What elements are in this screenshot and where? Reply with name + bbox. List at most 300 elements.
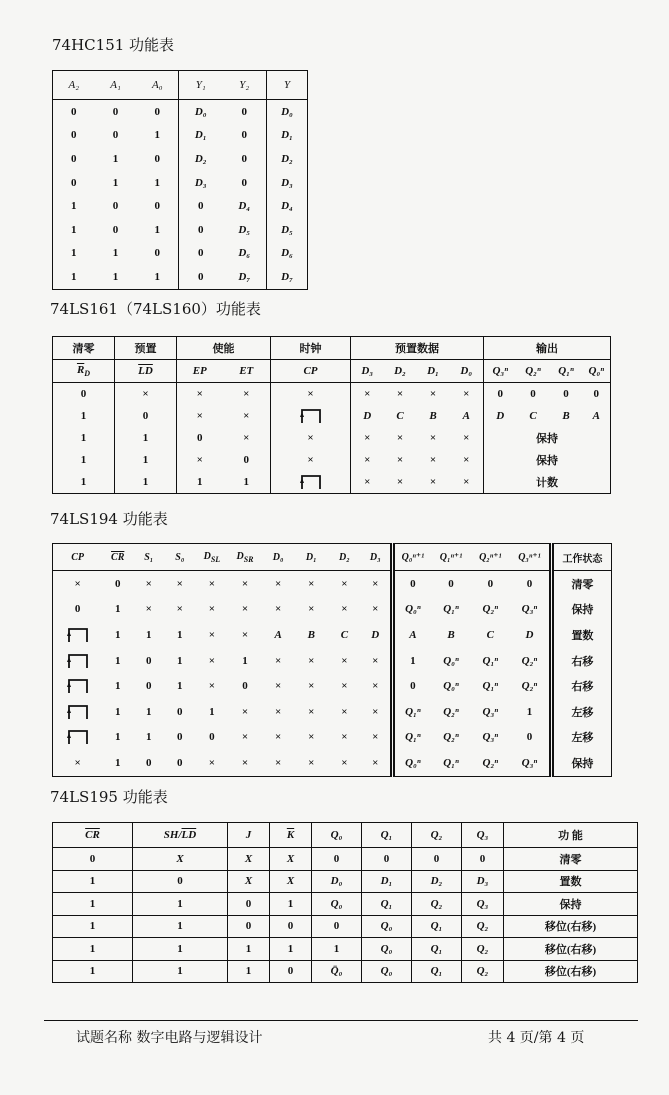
table-cell: 1 [154,129,160,142]
table-cell: D₁ [179,124,223,148]
table-cell: 1 [242,654,248,667]
table-cell: 0 [179,242,223,266]
table-cell: D₀ [267,100,308,124]
table-row [53,471,611,494]
table-cell: 0 [112,129,119,142]
table-cell: × [271,427,351,449]
table-row [53,938,638,961]
header-cell: Y₁ [179,71,223,100]
table-cell: Q₁ⁿ [482,680,499,693]
title-74ls195: 74LS195 功能表 [50,788,168,806]
table-cell: Q̄₀ [312,960,362,983]
header-cell: A₁ [95,71,137,100]
table-cell: 0 [71,105,77,118]
table-row [53,194,308,218]
table-cell: × [275,756,282,769]
table-cell: 0 [177,705,183,718]
header-cell: Q₃ⁿ [484,360,517,383]
table-cell: B [307,628,315,641]
table-cell: B [447,628,455,641]
table-cell: 1 [80,476,87,488]
table-cell: A [592,410,600,422]
table-row [53,427,611,449]
table-cell: 1 [177,628,183,641]
table-cell: 0 [71,129,77,142]
table-cell: 0 [177,731,183,744]
table-cell: × [275,680,282,693]
header-cell: $D_{SL}$ [195,544,228,571]
table-cell: × [351,471,384,494]
header-cell: CP [271,360,351,383]
table-cell: 0 [241,152,247,165]
header-cell: EP [177,360,223,383]
table-cell: 0 [526,731,533,744]
table-cell: Q₀ⁿ [392,750,431,776]
header-cell: $\overline{LD}$ [115,360,177,383]
table-cell: X [270,848,312,871]
table-cell: 1 [115,427,177,449]
table-cell: 0 [112,200,119,213]
table-cell: 1 [114,705,121,718]
header-cell: Q₀ⁿ⁺¹ [392,544,431,571]
table-cell: × [241,731,249,744]
table-cell: × [396,454,404,466]
header-cell: D₀ [450,360,484,383]
table-cell: 保持 [484,427,611,449]
table-cell: D₅ [238,223,251,236]
table-cell: D₁ [362,870,412,893]
table-cell: A [462,410,470,422]
footer-divider [44,1020,638,1021]
group-cell: 预置 [115,337,177,360]
table-row [53,405,611,427]
table-cell: Q₀ [362,938,412,961]
header-cell: Q₂ⁿ [517,360,550,383]
table-cell: × [351,449,384,471]
table-cell: D₄ [238,200,251,213]
table-cell: 1 [228,960,270,983]
table-cell: 0 [177,756,183,769]
table-cell: × [463,388,470,400]
table-cell: D₄ [267,194,308,218]
table-cell: × [241,756,249,769]
table-cell: × [275,577,282,590]
table-cell: × [308,577,315,590]
table-cell: 0 [312,915,362,938]
header-cell: Q₃ [462,823,504,848]
group-cell: 时钟 [271,337,351,360]
table-cell: 0 [312,848,362,871]
table-cell: 1 [53,893,133,916]
title-74ls194: 74LS194 功能表 [50,510,168,528]
table-cell: 0 [270,960,312,983]
header-cell: S₀ [164,544,195,571]
header-cell: $SH/\overline{LD}$ [133,823,228,848]
table-cell: D₀ [179,100,223,124]
header-cell: 功 能 [504,823,638,848]
table-cell: 1 [114,680,121,693]
table-row [53,622,612,648]
table-cell: 1 [53,938,133,961]
clock-rising-edge-icon [53,725,103,751]
header-cell: $\overline{K}$ [270,823,312,848]
table-cell: A [392,622,431,648]
table-cell: 右移 [551,648,611,674]
header-cell: D₁ [417,360,450,383]
table-cell: 0 [448,577,454,590]
table-cell: × [177,383,223,406]
table-cell: × [208,603,216,616]
table-cell: × [271,383,351,406]
table-cell: × [208,628,216,641]
table-cell: × [241,705,249,718]
table-cell: 0 [114,577,121,590]
table-cell: × [176,603,183,616]
clock-rising-edge-icon [53,699,103,725]
table-cell: D₃ [462,870,504,893]
table-cell: 0 [74,603,81,616]
table-cell: Q₂ⁿ [482,756,499,769]
table-cell: Q₃ⁿ [521,603,538,616]
table-cell: 1 [146,705,152,718]
table-cell: × [372,680,379,693]
table-cell: B [562,410,570,422]
table-cell: 1 [53,870,133,893]
table-cell: 1 [146,731,152,744]
header-cell: Q₀ⁿ [583,360,611,383]
table-cell: × [241,577,249,590]
table-cell: 1 [270,893,312,916]
table-cell: 1 [114,756,121,769]
clock-rising-edge-icon [271,405,351,427]
table-cell: 0 [487,577,494,590]
table-cell: 1 [228,938,270,961]
header-cell: $D_{SR}$ [228,544,261,571]
table-cell: 0 [179,194,223,218]
title-74hc151: 74HC151 功能表 [52,36,175,54]
table-cell: D₁ [267,124,308,148]
table-cell: Q₁ⁿ [392,725,431,751]
table-cell: 0 [242,680,248,693]
table-cell: 1 [526,705,533,718]
table-cell: X [228,870,270,893]
table-cell: 保持 [551,597,611,623]
table-row [53,571,612,597]
table-cell: × [241,628,249,641]
table-cell: × [243,410,250,422]
table-cell: × [372,654,379,667]
header-cell: Q₃ⁿ⁺¹ [510,544,551,571]
table-row [53,725,612,751]
table-cell: Q₂ [462,960,504,983]
table-cell: × [208,680,216,693]
table-cell: × [74,577,81,590]
table-cell: 1 [115,471,177,494]
header-cell: Y [267,71,308,100]
table-cell: Q₀ⁿ [443,654,459,667]
table-cell: × [429,476,437,488]
header-cell: Q₁ [362,823,412,848]
table-cell: X [270,870,312,893]
table-cell: × [341,654,348,667]
table-cell: Q₁ [412,915,462,938]
table-cell: × [208,654,216,667]
table-cell: C [340,628,349,641]
table-cell: Q₂ [462,938,504,961]
table-cell: 1 [53,960,133,983]
table-cell: × [208,756,216,769]
table-cell: 左移 [551,725,611,751]
table-cell: D₂ [267,147,308,171]
table-cell: D₂ [412,870,462,893]
table-cell: 1 [71,247,77,260]
table-cell: 0 [392,673,431,699]
table-cell: D₆ [267,242,308,266]
table-cell: × [243,388,250,400]
table-cell: × [372,705,379,718]
table-cell: × [275,705,282,718]
table-cell: 1 [209,705,215,718]
table-cell: × [308,680,315,693]
table-cell: Q₂ⁿ [482,603,499,616]
table-cell: 0 [154,247,160,260]
table-cell: 0 [241,176,247,189]
group-cell: 清零 [53,337,115,360]
table-cell: × [243,432,250,444]
table-cell: × [341,680,348,693]
header-cell: D₁ [295,544,328,571]
table-cell: × [145,603,152,616]
table-cell: 1 [133,915,228,938]
table-cell: 0 [177,427,223,449]
table-row [53,648,612,674]
table-cell: 0 [530,388,536,400]
table-header-row [53,71,308,100]
table-cell: × [308,756,315,769]
table-cell: 1 [71,200,77,213]
table-cell: × [115,383,177,406]
clock-rising-edge-icon [53,648,103,674]
table-cell: × [341,603,348,616]
table-cell: 0 [392,571,431,597]
table-cell: 置数 [504,870,638,893]
table-cell: Q₂ⁿ [443,731,459,744]
table-cell: 0 [133,870,228,893]
clock-rising-edge-icon [53,622,103,648]
table-cell: × [341,577,348,590]
group-cell: 预置数据 [351,337,484,360]
table-cell: A [274,628,282,641]
table-cell: × [372,603,379,616]
table-cell: 1 [146,628,152,641]
table-cell: 0 [241,105,247,118]
header-cell: D₀ [262,544,295,571]
table-cell: 1 [133,960,228,983]
table-cell: Q₃ⁿ [521,756,538,769]
header-cell: $\overline{R}_D$ [53,360,115,383]
table-cell: 保持 [484,449,611,471]
title-74ls161: 74LS161（74LS160）功能表 [50,300,261,318]
table-cell: Q₁ⁿ [443,756,459,769]
table-cell: 0 [563,388,569,400]
table-cell: × [341,705,348,718]
table-cell: Q₃ [462,893,504,916]
table-cell: 0 [112,223,119,236]
table-cell: 0 [462,848,504,871]
table-cell: 0 [71,152,77,165]
table-cell: 1 [177,471,223,494]
header-cell: A₂ [53,71,95,100]
header-cell: Q₂ⁿ⁺¹ [471,544,510,571]
table-cell: 0 [484,383,517,406]
table-cell: × [341,756,348,769]
table-cell: 0 [209,731,215,744]
table-cell: 0 [71,176,77,189]
table-cell: D₆ [238,247,251,260]
table-cell: 1 [177,654,183,667]
footer-subject: 试题名称 数字电路与逻辑设计 [76,1030,263,1046]
table-cell: 1 [80,454,87,466]
table-cell: × [463,476,470,488]
table-cell: 保持 [504,893,638,916]
table-cell: 0 [146,680,152,693]
table-header-row [53,823,638,848]
table-cell: 1 [112,247,119,260]
table-cell: × [429,432,437,444]
table-cell: × [372,577,379,590]
table-cell: 清零 [551,571,611,597]
table-cell: 0 [80,388,87,400]
table-row [53,848,638,871]
table-cell: Q₂ⁿ [521,654,538,667]
table-cell: Q₀ⁿ [392,597,431,623]
table-row [53,699,612,725]
table-cell: 1 [312,938,362,961]
table-cell: 1 [243,476,249,488]
table-cell: 0 [228,915,270,938]
table-cell: × [372,756,379,769]
table-cell: D [525,628,534,641]
table-cell: × [241,603,249,616]
table-cell: 0 [154,105,160,118]
table-cell: 0 [412,848,462,871]
table-cell: 0 [179,265,223,289]
table-cell: D₅ [267,218,308,242]
header-cell: 工作状态 [551,544,611,571]
table-cell: 0 [228,893,270,916]
table-cell: 1 [112,176,119,189]
table-header-row [53,360,611,383]
table-cell: 1 [112,152,119,165]
table-row [53,383,611,406]
header-cell: D₂ [384,360,417,383]
table-cell: 右移 [551,673,611,699]
header-cell: Y₂ [223,71,267,100]
table-cell: 1 [392,648,431,674]
header-cell: CP [53,544,103,571]
table-cell: × [208,577,216,590]
table-cell: Q₂ⁿ [443,705,459,718]
table-74ls161 [52,336,611,494]
table-row [53,915,638,938]
table-74ls194 [52,543,612,777]
table-row [53,870,638,893]
table-cell: 1 [80,410,87,422]
table-cell: D₇ [267,265,308,289]
table-cell: × [396,476,404,488]
table-cell: 1 [177,680,183,693]
table-cell: X [133,848,228,871]
table-cell: Q₀ [312,893,362,916]
table-cell: C [486,628,494,641]
table-cell: × [429,388,437,400]
table-cell: × [396,432,404,444]
table-cell: 1 [154,176,160,189]
table-cell: × [177,405,223,427]
footer-pages: 共 4 页/第 4 页 [488,1030,585,1046]
table-cell: Q₃ⁿ [482,731,499,744]
table-cell: × [74,756,81,769]
header-cell: Q₂ [412,823,462,848]
table-cell: 移位(右移) [504,960,638,983]
table-cell: 0 [243,454,249,466]
table-cell: 1 [133,938,228,961]
table-cell: 1 [154,223,160,236]
table-cell: D₃ [267,171,308,195]
table-row [53,673,612,699]
table-cell: 0 [241,129,247,142]
table-group-row [53,337,611,360]
table-cell: Q₁ [362,893,412,916]
table-cell: 0 [526,577,533,590]
table-cell: 1 [80,432,87,444]
header-cell: ET [223,360,271,383]
table-cell: Q₂ [412,893,462,916]
table-cell: 1 [71,270,77,283]
table-cell: 1 [114,603,121,616]
table-row [53,147,308,171]
table-cell: 置数 [551,622,611,648]
table-cell: 1 [114,731,121,744]
group-cell: 使能 [177,337,271,360]
table-cell: 0 [154,200,160,213]
header-cell: D₃ [351,360,384,383]
table-header-row [53,544,612,571]
clock-rising-edge-icon [271,471,351,494]
table-row [53,265,308,289]
table-row [53,218,308,242]
table-cell: 1 [154,270,160,283]
table-cell: 0 [146,756,152,769]
table-cell: × [372,731,379,744]
table-cell: 0 [179,218,223,242]
table-cell: × [176,577,183,590]
table-cell: Q₁ⁿ [392,699,431,725]
table-74hc151 [52,70,308,290]
header-cell: Q₁ⁿ⁺¹ [431,544,470,571]
table-cell: C [529,410,537,422]
table-cell: D₀ [312,870,362,893]
table-cell: X [228,848,270,871]
table-cell: D₂ [179,147,223,171]
table-cell: Q₃ⁿ [482,705,499,718]
table-cell: 1 [114,654,121,667]
table-cell: 0 [53,848,133,871]
table-row [53,100,308,124]
table-cell: Q₀ [362,960,412,983]
table-cell: × [463,432,470,444]
group-cell: 输出 [484,337,611,360]
